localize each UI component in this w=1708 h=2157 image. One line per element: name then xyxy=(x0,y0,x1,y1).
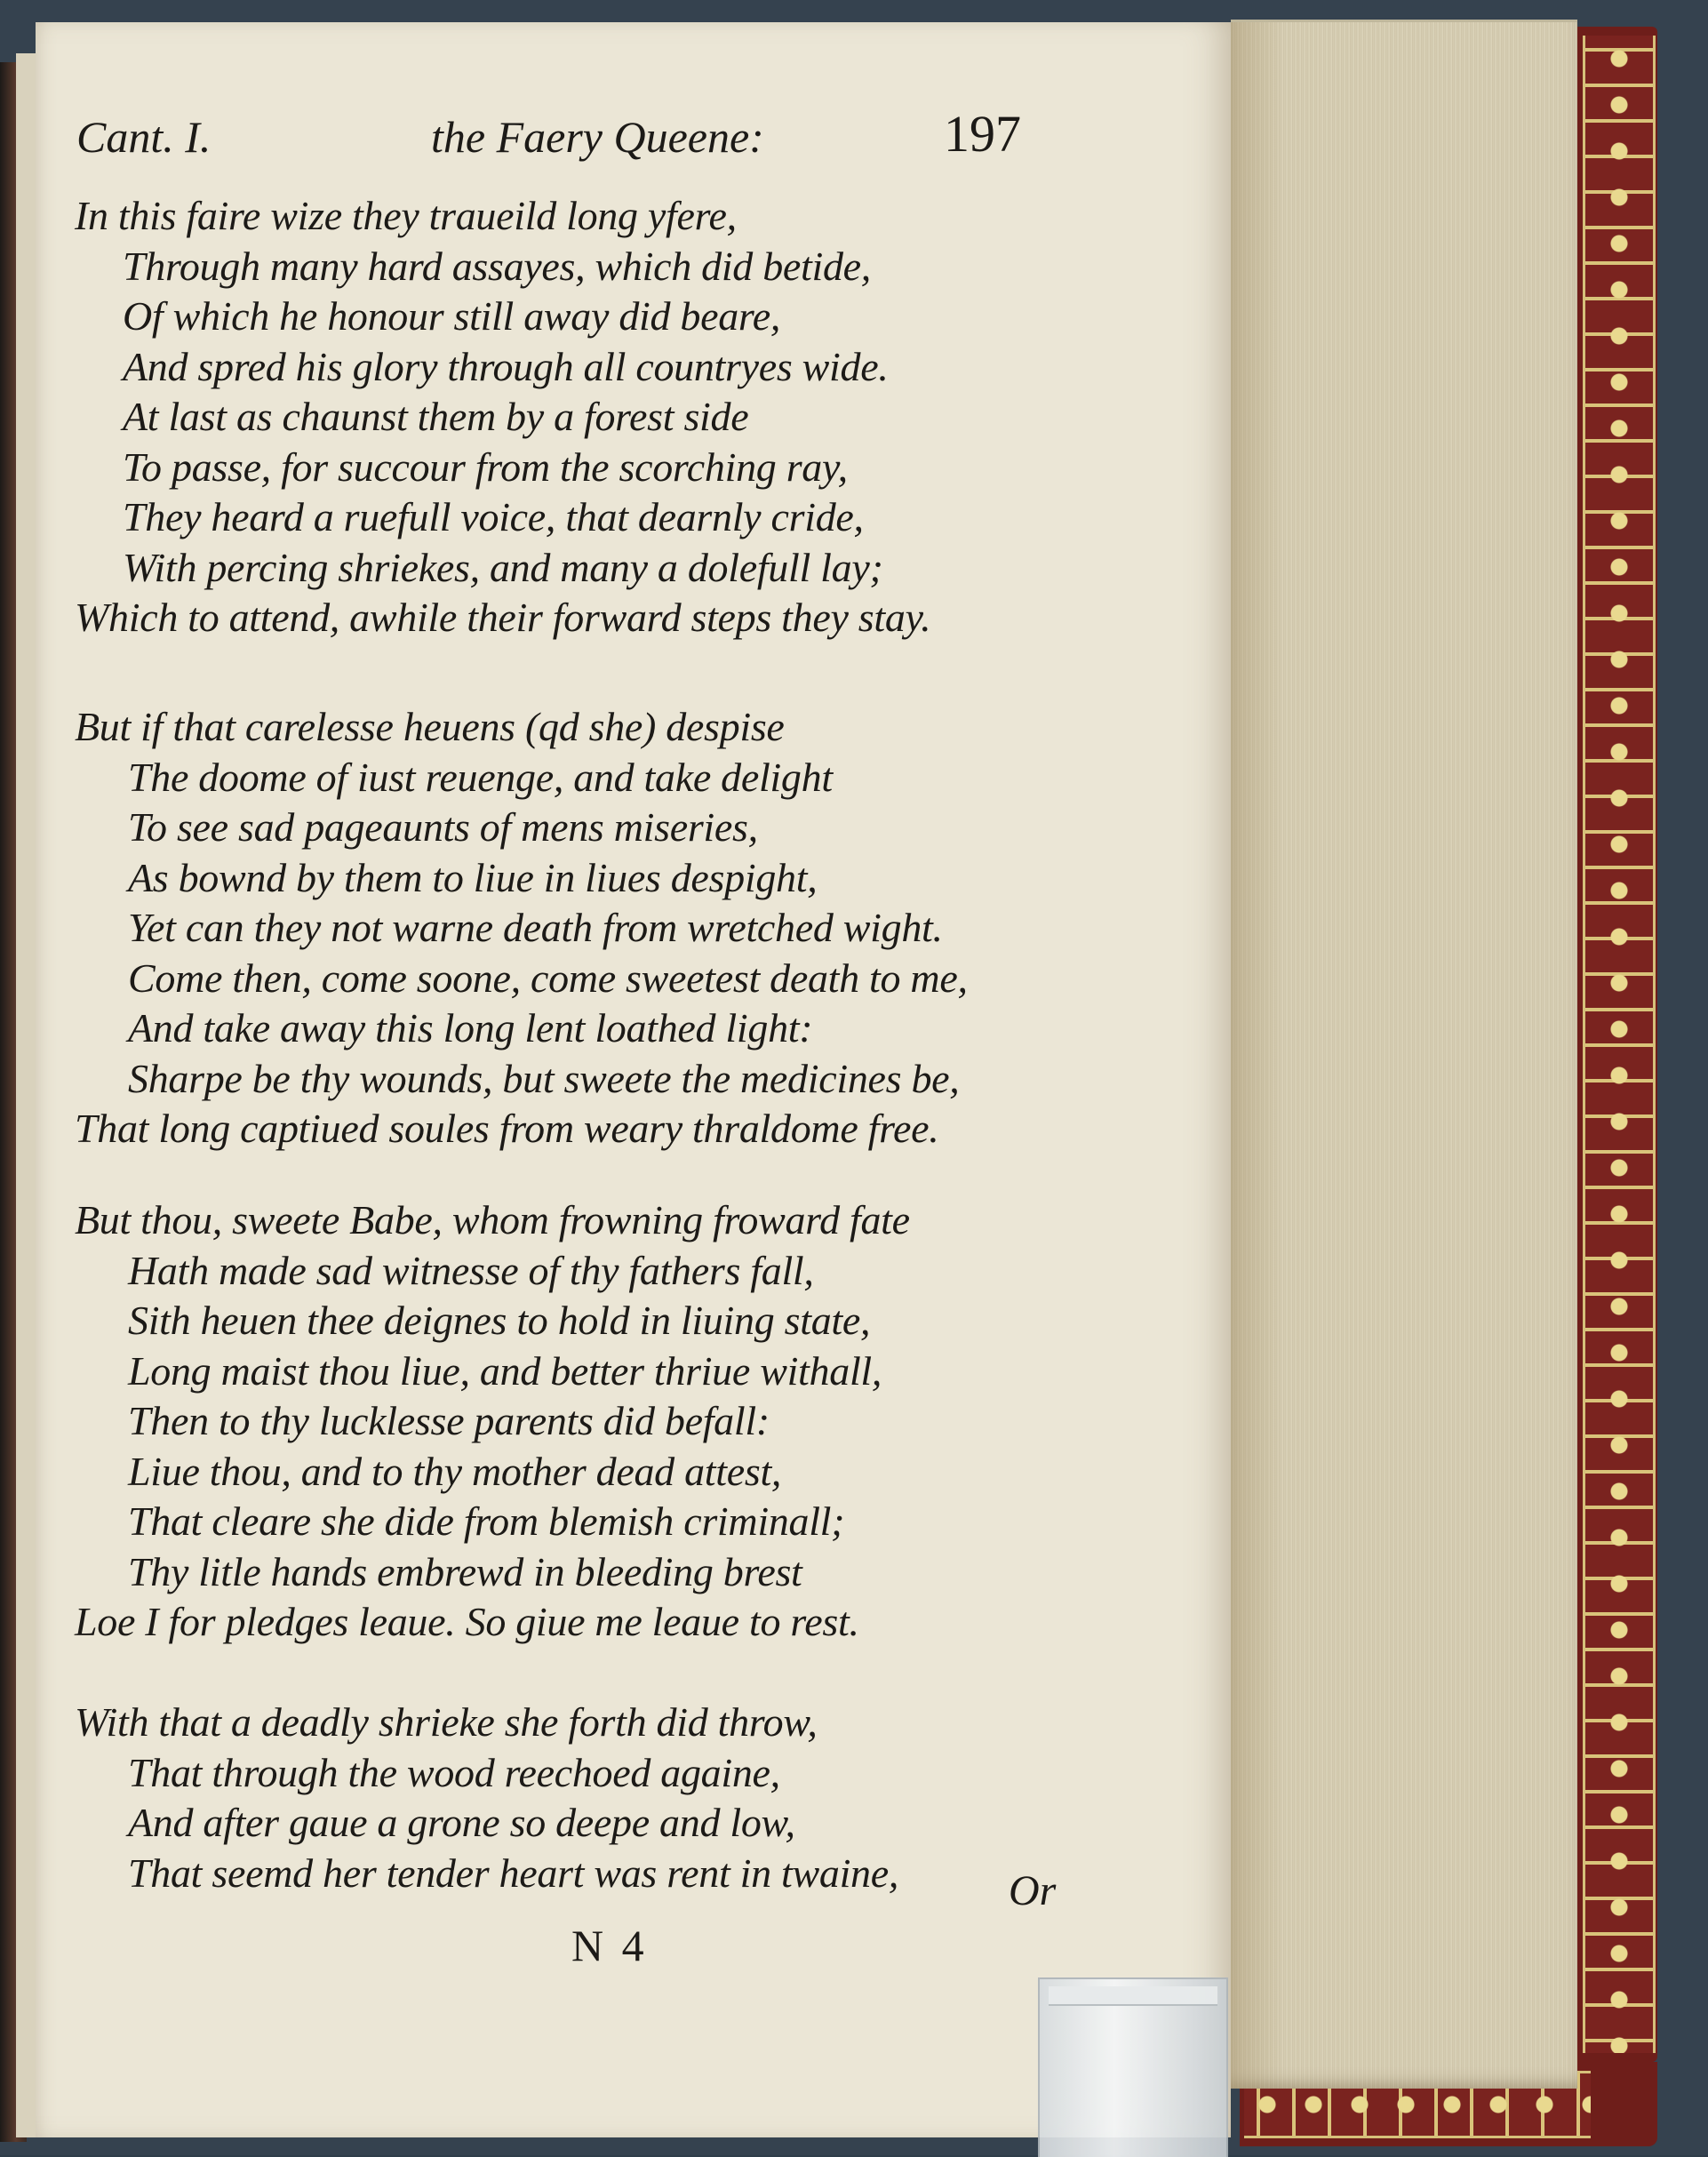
verse-line: But thou, sweete Babe, whom frowning froward fate xyxy=(75,1197,910,1242)
signature-mark: N 4 xyxy=(571,1921,648,1970)
verse-line: Through many hard assayes, which did betide, xyxy=(123,243,872,289)
page-block-edges xyxy=(1231,20,1577,2089)
verse-line: That through the wood reechoed againe, xyxy=(128,1749,780,1795)
verse-line: Which to attend, awhile their forward steps they stay. xyxy=(75,595,931,640)
verse-line: To see sad pageaunts of mens miseries, xyxy=(128,804,758,850)
verse-line: In this faire wize they traueild long yfere, xyxy=(75,193,737,238)
verse-line: Loe I for pledges leaue. So giue me leaue to rest. xyxy=(75,1599,859,1644)
running-head-canto: Cant. I. xyxy=(76,112,212,162)
verse-line: That seemd her tender heart was rent in twaine, xyxy=(128,1849,899,1896)
verse-line: But if that carelesse heuens (qd she) despise xyxy=(75,704,785,749)
verse-line: Thy litle hands embrewd in bleeding brest xyxy=(128,1548,802,1594)
verse-line: That long captiued soules from weary thraldome free. xyxy=(75,1106,939,1151)
verse-line: Hath made sad witnesse of thy fathers fall, xyxy=(128,1247,814,1293)
verse-line: As bownd by them to liue in liues despight, xyxy=(128,854,818,900)
verse-line: Come then, come soone, come sweetest death to me, xyxy=(128,955,968,1001)
verse-line: And take away this long lent loathed light: xyxy=(128,1005,813,1051)
verse-line: Sith heuen thee deignes to hold in liuing state, xyxy=(128,1298,871,1343)
facing-page-edge xyxy=(16,53,36,2137)
stanza-3 xyxy=(36,1195,1231,1648)
verse-line: Liue thou, and to thy mother dead attest, xyxy=(128,1448,782,1494)
verse-line: Then to thy lucklesse parents did befall: xyxy=(128,1398,770,1443)
verse-line: With percing shriekes, and many a dolefull lay; xyxy=(123,544,883,590)
verse-line: Long maist thou liue, and better thriue withall, xyxy=(128,1347,882,1394)
verse-line: To passe, for succour from the scorching ray, xyxy=(123,443,848,490)
verse-line: Yet can they not warne death from wretched wight. xyxy=(128,905,943,950)
page-number: 197 xyxy=(944,105,1021,163)
stanza-2 xyxy=(36,702,1231,1154)
verse-line: Sharpe be thy wounds, but sweete the medicines be, xyxy=(128,1055,960,1101)
catchword: Or xyxy=(1009,1867,1057,1914)
gilt-tooling-border-right xyxy=(1583,36,1656,2053)
running-head-title: the Faery Queene: xyxy=(431,112,764,162)
verse-line: With that a deadly shrieke she forth did throw, xyxy=(75,1699,818,1745)
verse-line: At last as chaunst them by a forest side xyxy=(123,394,749,439)
stanza-1 xyxy=(36,191,1231,643)
page-holder-clip xyxy=(1038,1977,1228,2157)
verse-line: The doome of iust reuenge, and take delight xyxy=(128,754,833,800)
verse-line: And spred his glory through all countryes wide. xyxy=(123,343,889,389)
verse-line: And after gaue a grone so deepe and low, xyxy=(128,1800,795,1845)
verse-line: Of which he honour still away did beare, xyxy=(123,293,781,339)
page-text xyxy=(36,22,1231,2137)
book-page xyxy=(36,22,1231,2137)
verse-line: That cleare she dide from blemish criminall; xyxy=(128,1498,845,1544)
verse-line: They heard a ruefull voice, that dearnly cride, xyxy=(123,494,864,539)
